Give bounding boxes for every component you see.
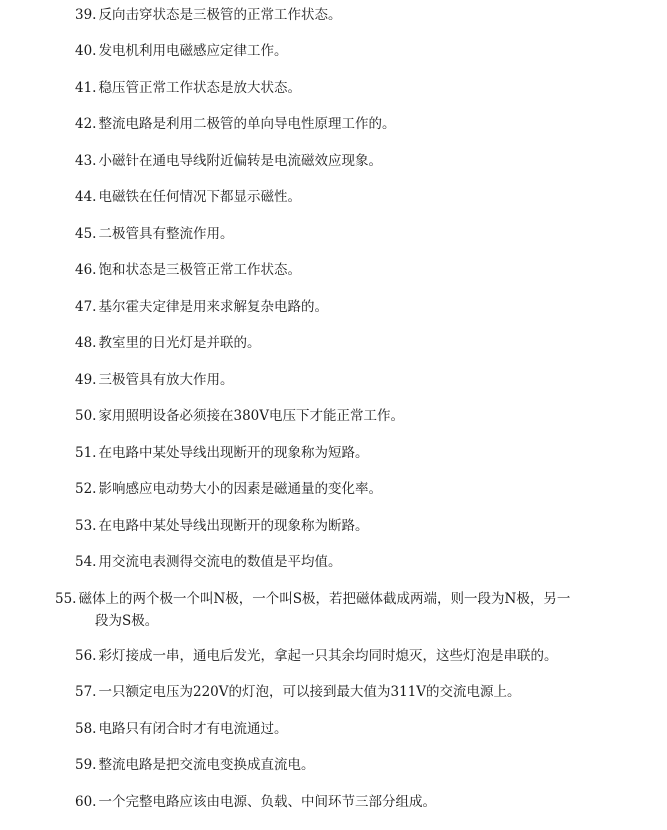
statement-text: 在电路中某处导线出现断开的现象称为短路。 xyxy=(98,445,369,461)
statement-39 xyxy=(75,4,595,26)
statement-60 xyxy=(75,791,595,813)
statement-text: 用交流电表测得交流电的数值是平均值。 xyxy=(98,554,342,570)
statement-number: 46. xyxy=(75,262,97,278)
statement-40 xyxy=(75,40,595,62)
statement-number: 52. xyxy=(75,481,97,497)
statement-53 xyxy=(75,515,595,537)
statement-number: 51. xyxy=(75,445,97,461)
statement-43 xyxy=(75,150,595,172)
statement-41 xyxy=(75,77,595,99)
statement-48 xyxy=(75,332,595,354)
statement-text: 三极管具有放大作用。 xyxy=(98,372,234,388)
statement-50 xyxy=(75,405,595,427)
statement-55 xyxy=(55,588,583,632)
statement-text: 发电机利用电磁感应定律工作。 xyxy=(98,43,288,59)
statement-56 xyxy=(75,645,595,667)
statement-number: 43. xyxy=(75,153,97,169)
statement-45 xyxy=(75,223,595,245)
statement-number: 56. xyxy=(75,648,97,664)
statement-number: 39. xyxy=(75,7,97,23)
statement-text: 在电路中某处导线出现断开的现象称为断路。 xyxy=(98,518,369,534)
statement-number: 50. xyxy=(75,408,97,424)
statement-number: 42. xyxy=(75,116,97,132)
statement-number: 53. xyxy=(75,518,97,534)
statement-47 xyxy=(75,296,595,318)
statement-text: 小磁针在通电导线附近偏转是电流磁效应现象。 xyxy=(98,153,382,169)
statement-text: 整流电路是把交流电变换成直流电。 xyxy=(98,757,315,773)
statement-number: 59. xyxy=(75,757,97,773)
statement-text: 影响感应电动势大小的因素是磁通量的变化率。 xyxy=(98,481,382,497)
statement-58 xyxy=(75,718,595,740)
statement-text: 磁体上的两个极一个叫N极，一个叫S极，若把磁体截成两端，则一段为N极，另一段为S极。 xyxy=(78,591,571,629)
statement-number: 44. xyxy=(75,189,97,205)
statement-text: 教室里的日光灯是并联的。 xyxy=(98,335,261,351)
statement-number: 49. xyxy=(75,372,97,388)
statement-number: 48. xyxy=(75,335,97,351)
statement-text: 家用照明设备必须接在380V电压下才能正常工作。 xyxy=(98,408,405,424)
statement-text: 二极管具有整流作用。 xyxy=(98,226,234,242)
statement-number: 60. xyxy=(75,794,97,810)
statement-text: 反向击穿状态是三极管的正常工作状态。 xyxy=(98,7,342,23)
statement-body xyxy=(55,588,583,632)
statement-text: 一个完整电路应该由电源、负载、中间环节三部分组成。 xyxy=(98,794,436,810)
statement-44 xyxy=(75,186,595,208)
statement-text: 一只额定电压为220V的灯泡，可以接到最大值为311V的交流电源上。 xyxy=(98,684,521,700)
statement-text: 整流电路是利用二极管的单向导电性原理工作的。 xyxy=(98,116,396,132)
statement-57 xyxy=(75,681,595,703)
statement-text: 彩灯接成一串，通电后发光，拿起一只其余均同时熄灭，这些灯泡是串联的。 xyxy=(98,648,558,664)
statement-59 xyxy=(75,754,595,776)
statement-number: 57. xyxy=(75,684,97,700)
statement-text: 饱和状态是三极管正常工作状态。 xyxy=(98,262,301,278)
statement-49 xyxy=(75,369,595,391)
statement-51 xyxy=(75,442,595,464)
statement-number: 40. xyxy=(75,43,97,59)
statement-number: 54. xyxy=(75,554,97,570)
statement-52 xyxy=(75,478,595,500)
statement-text: 稳压管正常工作状态是放大状态。 xyxy=(98,80,301,96)
statement-text: 电路只有闭合时才有电流通过。 xyxy=(98,721,288,737)
statement-number: 41. xyxy=(75,80,97,96)
statement-number: 45. xyxy=(75,226,97,242)
statement-text: 基尔霍夫定律是用来求解复杂电路的。 xyxy=(98,299,328,315)
statement-number: 55. xyxy=(55,591,77,607)
statement-46 xyxy=(75,259,595,281)
statement-text: 电磁铁在任何情况下都显示磁性。 xyxy=(98,189,301,205)
statement-number: 58. xyxy=(75,721,97,737)
statement-number: 47. xyxy=(75,299,97,315)
statement-42 xyxy=(75,113,595,135)
statement-54 xyxy=(75,551,595,573)
